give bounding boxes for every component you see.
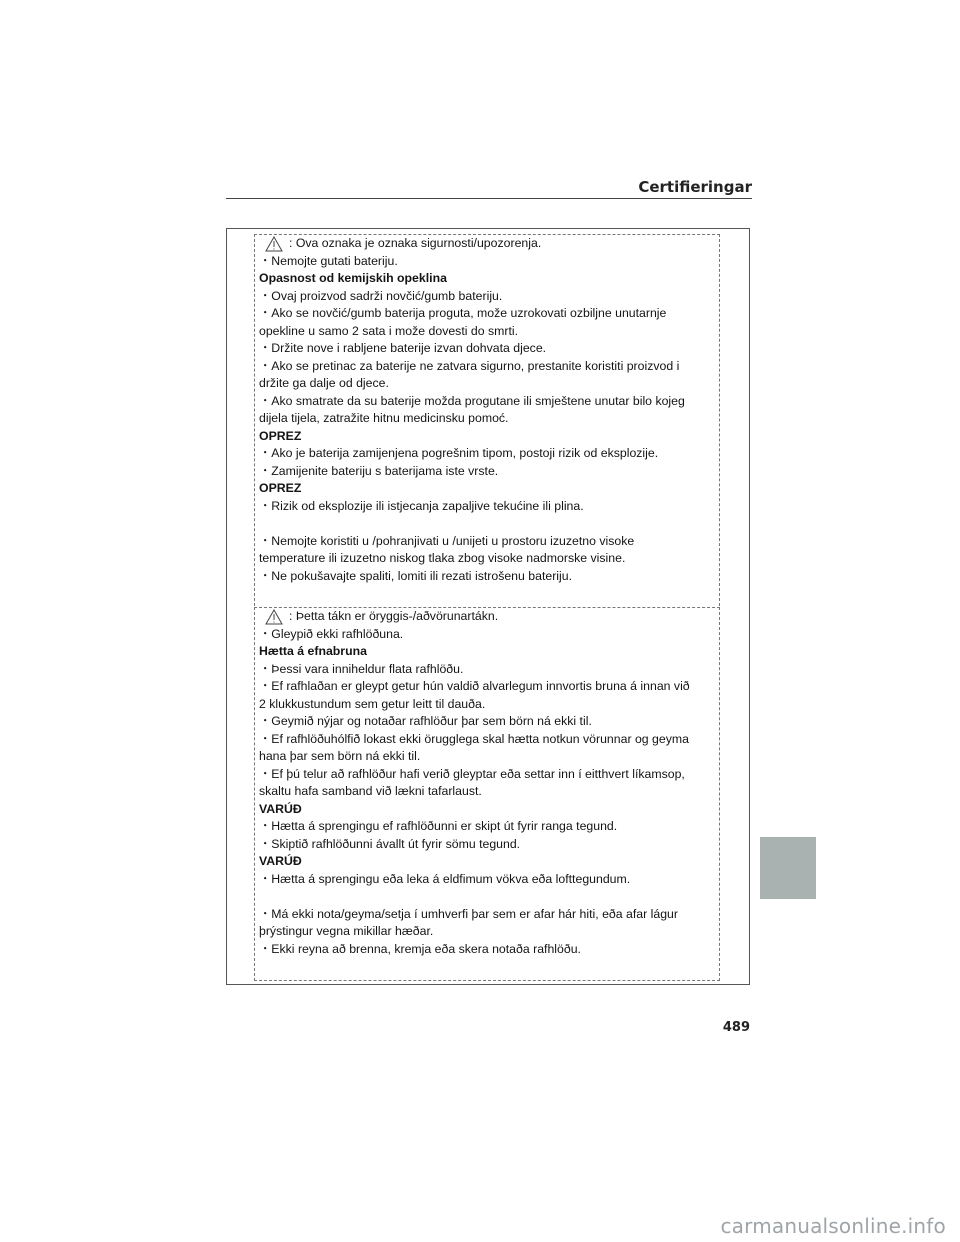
text-line: [259, 888, 715, 906]
symbol-line: [259, 235, 715, 253]
symbol-line: [259, 608, 715, 626]
warning-triangle-icon: [265, 236, 283, 252]
text-line: ・Ef þú telur að rafhlöður hafi verið gleyptar eða settar inn í eitthvert líkamsop,: [259, 766, 685, 781]
text-line: ・Hætta á sprengingu ef rafhlöðunni er skipt út fyrir ranga tegund.: [259, 819, 618, 833]
header-rule: [226, 198, 752, 199]
text-line: ・Ako se pretinac za baterije ne zatvara sigurno, prestanite koristiti proizvod i: [259, 358, 680, 373]
text-line: ・Ekki reyna að brenna, kremja eða skera notaða rafhlöðu.: [259, 941, 581, 956]
text-line: 2 klukkustundum sem getur leitt til dauða.: [259, 696, 486, 711]
page-number: 489: [722, 1020, 750, 1035]
watermark: carmanualsonline.info: [720, 1214, 946, 1238]
text-line: ・Gleypið ekki rafhlöðuna.: [259, 626, 404, 641]
text-line: temperature ili izuzetno niskog tlaka zbog visoke nadmorske visine.: [259, 551, 626, 565]
text-line: ・Ne pokušavajte spaliti, lomiti ili rezati istrošenu bateriju.: [259, 568, 573, 583]
text-line: Opasnost od kemijskih opeklina: [259, 271, 447, 285]
text-line: skaltu hafa samband við lækni tafarlaust.: [259, 784, 482, 798]
text-line: [259, 515, 715, 533]
text-line: VARÚÐ: [259, 854, 302, 868]
text-line: ・Rizik od eksplozije ili istjecanja zapaljive tekućine ili plina.: [259, 498, 584, 513]
text-line: ・Geymið nýjar og notaðar rafhlöður þar sem börn ná ekki til.: [259, 714, 592, 728]
text-line: ・Držite nove i rabljene baterije izvan dohvata djece.: [259, 341, 547, 355]
text-line: ・Ef rafhlöðuhólfið lokast ekki örugglega skal hætta notkun vörunnar og geyma: [259, 731, 689, 746]
text-lines: [259, 626, 715, 959]
text-line: držite ga dalje od djece.: [259, 376, 389, 390]
text-line: ・Má ekki nota/geyma/setja í umhverfi þar sem er afar hár hiti, eða afar lágur: [259, 906, 678, 921]
text-line: ・Nemojte gutati bateriju.: [259, 253, 398, 268]
text-line: ・Þessi vara inniheldur flata rafhlöðu.: [259, 661, 464, 676]
text-line: ・Ef rafhlaðan er gleypt getur hún valdið alvarlegum innvortis bruna á innan við: [259, 679, 690, 693]
text-line: ・Skiptið rafhlöðunni ávallt út fyrir sömu tegund.: [259, 836, 521, 851]
text-line: dijela tijela, zatražite hitnu medicinsku pomoć.: [259, 411, 509, 425]
text-lines: [259, 253, 715, 586]
text-line: ・Zamijenite bateriju s baterijama iste vrste.: [259, 463, 499, 478]
warning-triangle-icon: [265, 609, 283, 625]
text-line: Hætta á efnabruna: [259, 644, 367, 658]
text-line: ・Ako se novčić/gumb baterija proguta, može uzrokovati ozbiljne unutarnje: [259, 306, 667, 320]
text-line: ・Ovaj proizvod sadrži novčić/gumb bateriju.: [259, 288, 503, 303]
symbol-text: : Ova oznaka je oznaka sigurnosti/upozorenja.: [289, 236, 542, 250]
text-line: OPREZ: [259, 428, 302, 443]
text-line: hana þar sem börn ná ekki til.: [259, 749, 421, 763]
text-line: ・Nemojte koristiti u /pohranjivati u /unijeti u prostoru izuzetno visoke: [259, 533, 635, 548]
chapter-tab-marker: [760, 837, 816, 899]
symbol-text: : Þetta tákn er öryggis-/aðvörunartákn.: [289, 609, 499, 623]
text-line: opekline u samo 2 sata i može dovesti do smrti.: [259, 323, 519, 338]
text-line: þrýstingur vegna mikillar hæðar.: [259, 924, 434, 938]
section-croatian: [254, 234, 720, 606]
text-line: ・Ako smatrate da su baterije možda progutane ili smještene unutar bilo kojeg: [259, 393, 685, 408]
text-line: ・Hætta á sprengingu eða leka á eldfimum vökva eða lofttegundum.: [259, 871, 631, 886]
section-icelandic: [254, 607, 720, 981]
page-header-title: Certifieringar: [638, 178, 752, 196]
text-line: ・Ako je baterija zamijenjena pogrešnim tipom, postoji rizik od eksplozije.: [259, 446, 659, 460]
text-line: VARÚÐ: [259, 801, 302, 816]
text-line: OPREZ: [259, 481, 302, 495]
